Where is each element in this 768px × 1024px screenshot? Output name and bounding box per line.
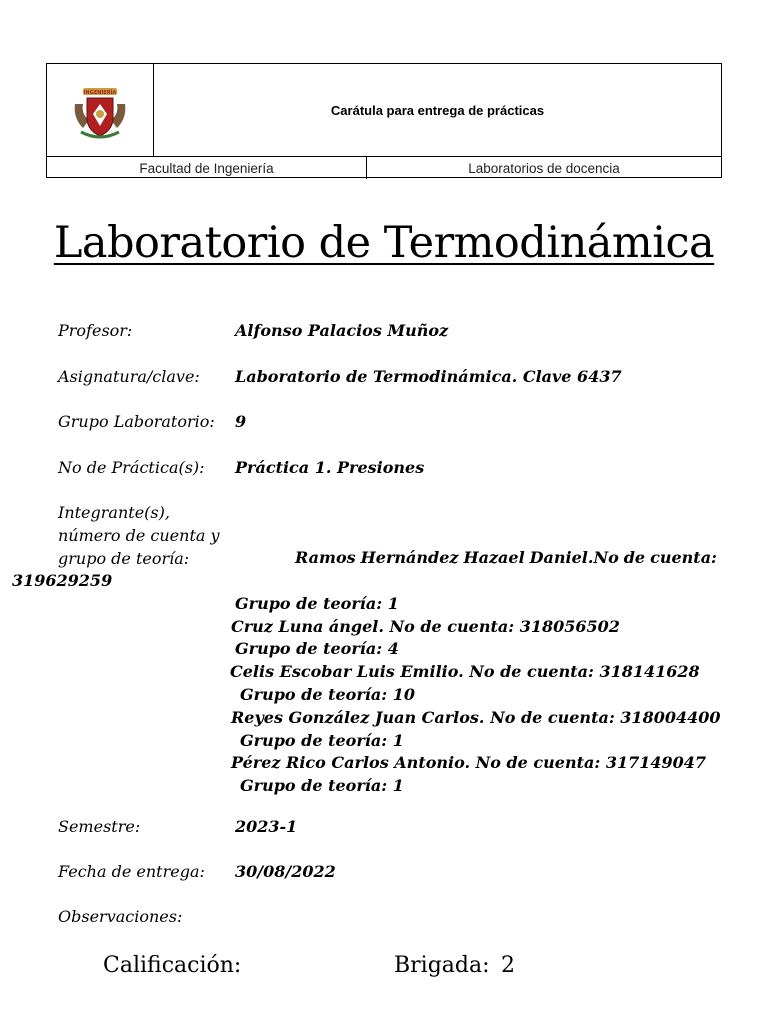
member-line: Grupo de teoría: 1 xyxy=(235,594,399,613)
header-row-2 xyxy=(47,156,721,179)
integrantes-label-2: número de cuenta y xyxy=(58,526,220,545)
calificacion-label: Calificación: xyxy=(103,953,242,978)
brigada-label: Brigada: xyxy=(394,953,490,978)
fecha-label: Fecha de entrega: xyxy=(58,862,205,881)
member-line: Pérez Rico Carlos Antonio. No de cuenta: 317149047 xyxy=(231,753,707,772)
faculty-logo xyxy=(71,84,129,142)
integrantes-label-3: grupo de teoría: xyxy=(58,549,190,568)
semestre-label: Semestre: xyxy=(58,817,141,836)
observaciones-label: Observaciones: xyxy=(58,907,183,926)
first-member-word: Hazael xyxy=(463,548,525,567)
member-line: Reyes González Juan Carlos. No de cuenta: 318004400 xyxy=(231,708,721,727)
asignatura-label: Asignatura/clave: xyxy=(58,367,200,386)
profesor-value: Alfonso Palacios Muñoz xyxy=(235,321,449,340)
member-line: Grupo de teoría: 1 xyxy=(240,731,404,750)
brigada-value: 2 xyxy=(501,953,515,978)
grupo-label: Grupo Laboratorio: xyxy=(58,412,215,431)
first-member-word: de xyxy=(623,548,646,567)
header-table xyxy=(46,63,722,178)
first-member-word: cuenta: xyxy=(650,548,717,567)
asignatura-value: Laboratorio de Termodinámica. Clave 6437 xyxy=(235,367,622,386)
labs-name: Laboratorios de docencia xyxy=(468,160,620,176)
logo-cell xyxy=(47,64,154,156)
fecha-value: 30/08/2022 xyxy=(235,862,336,881)
practica-value: Práctica 1. Presiones xyxy=(235,458,425,477)
member-line: Grupo de teoría: 10 xyxy=(240,685,415,704)
first-member-word: Daniel.No xyxy=(529,548,619,567)
first-member-word: Ramos xyxy=(295,548,356,567)
integrantes-label-1: Integrante(s), xyxy=(58,503,170,522)
cover-title: Carátula para entrega de prácticas xyxy=(330,102,545,118)
grupo-value: 9 xyxy=(235,412,247,431)
profesor-label: Profesor: xyxy=(58,321,133,340)
semestre-value: 2023-1 xyxy=(235,817,298,836)
member-line: Grupo de teoría: 1 xyxy=(240,776,404,795)
svg-text:INGENIERÍA: INGENIERÍA xyxy=(83,89,117,96)
member-line: Cruz Luna ángel. No de cuenta: 318056502 xyxy=(231,617,620,636)
first-member-account: 319629259 xyxy=(12,571,113,590)
page-title: Laboratorio de Termodinámica xyxy=(53,218,715,268)
first-member-line xyxy=(295,548,717,567)
practica-label: No de Práctica(s): xyxy=(58,458,205,477)
faculty-name: Facultad de Ingeniería xyxy=(47,157,367,179)
member-line: Celis Escobar Luis Emilio. No de cuenta: 318141628 xyxy=(230,662,700,681)
first-member-word: Hernández xyxy=(360,548,459,567)
member-line: Grupo de teoría: 4 xyxy=(235,639,399,658)
